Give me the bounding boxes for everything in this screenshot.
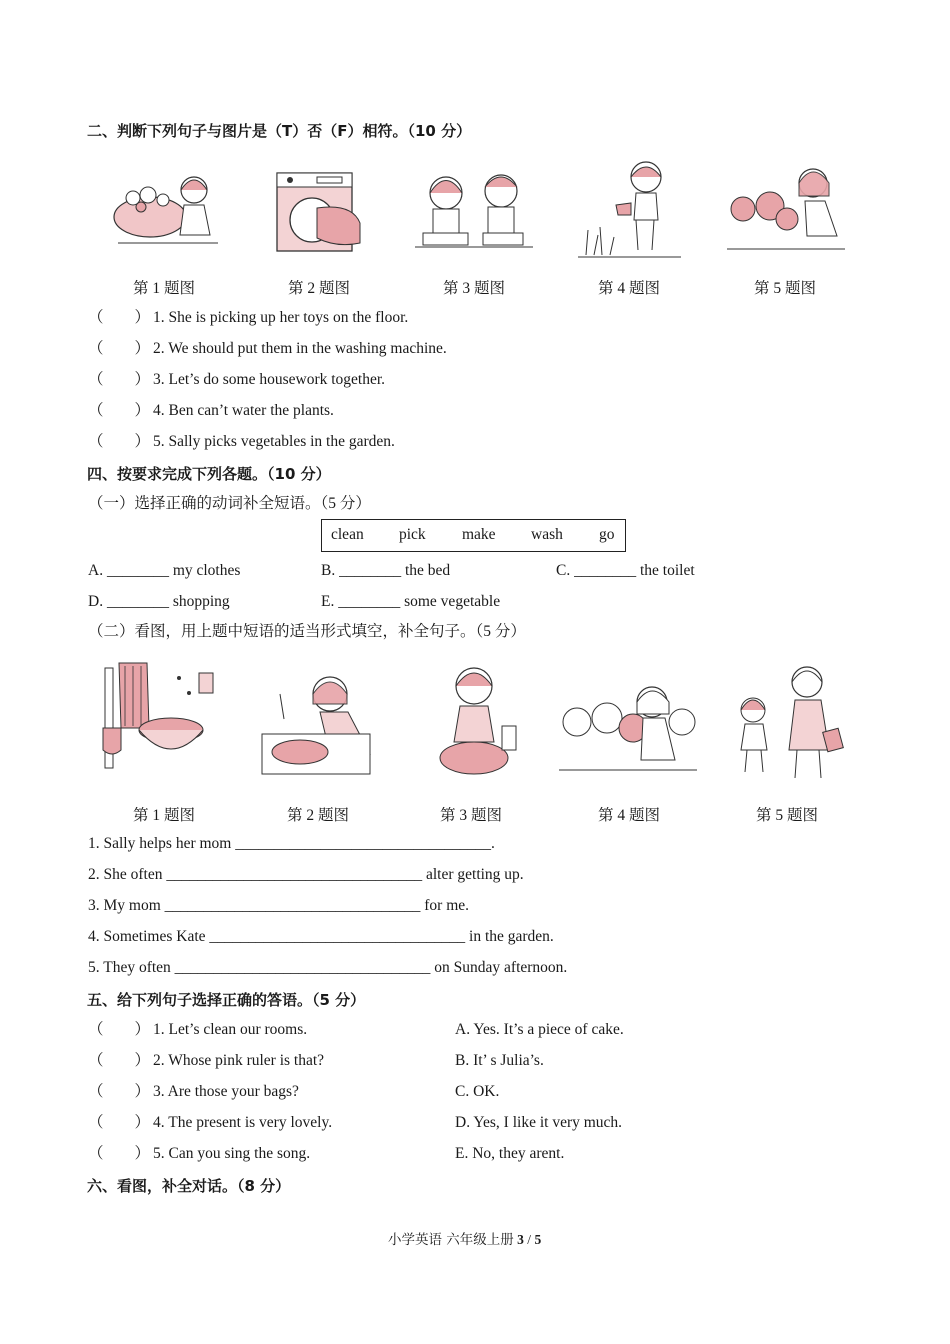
picture-girl-washing-clothes (432, 660, 522, 782)
caption-s2-3: 第 3 题图 (442, 280, 505, 297)
s4-sentence-3[interactable]: 3. My mom _________________________________ for me. (88, 897, 470, 914)
s4-sentence-4[interactable]: 4. Sometimes Kate _________________________________ in the garden. (88, 928, 554, 945)
footer-sep: / (527, 1232, 532, 1247)
answer-paren[interactable]: （ ） (88, 1145, 151, 1162)
phrase-d[interactable]: D. ________ shopping (88, 593, 230, 610)
caption-s2-2: 第 2 题图 (287, 280, 350, 297)
s5-answer-a: A. Yes. It’s a piece of cake. (455, 1021, 624, 1038)
s5-question-2: 2. Whose pink ruler is that? (153, 1052, 325, 1069)
picture-kids-reading (413, 163, 535, 255)
s2-item-4: 4. Ben can’t water the plants. (153, 402, 334, 419)
s5-question-4: 4. The present is very lovely. (153, 1114, 333, 1131)
s5-answer-c: C. OK. (455, 1083, 500, 1100)
answer-paren[interactable]: （ ） (88, 340, 151, 357)
picture-washing-machine (272, 163, 367, 255)
s2-item-5: 5. Sally picks vegetables in the garden. (153, 433, 395, 450)
caption-s4-3: 第 3 题图 (439, 807, 502, 824)
section6-title: 六、看图，补全对话。（8 分） (87, 1177, 291, 1195)
s4-sentence-1[interactable]: 1. Sally helps her mom _________________________________. (88, 835, 495, 852)
word-bank (321, 519, 626, 552)
answer-paren[interactable]: （ ） (88, 1114, 151, 1131)
answer-paren[interactable]: （ ） (88, 1083, 151, 1100)
s5-question-5: 5. Can you sing the song. (153, 1145, 311, 1162)
section5-title: 五、给下列句子选择正确的答语。（5 分） (87, 991, 366, 1009)
answer-paren[interactable]: （ ） (88, 1021, 151, 1038)
s5-answer-e: E. No, they arent. (455, 1145, 565, 1162)
page-footer (388, 1228, 541, 1248)
footer-label: 小学英语 六年级上册 (388, 1232, 514, 1248)
word-bank-item: pick (399, 526, 426, 543)
word-bank-item: clean (331, 526, 364, 543)
caption-s4-1: 第 1 题图 (132, 807, 195, 824)
caption-s2-4: 第 4 题图 (597, 280, 660, 297)
caption-s4-4: 第 4 题图 (597, 807, 660, 824)
s5-answer-b: B. It’ s Julia’s. (455, 1052, 544, 1069)
footer-total: 5 (534, 1232, 542, 1247)
s2-item-3: 3. Let’s do some housework together. (153, 371, 386, 388)
s5-answer-d: D. Yes, I like it very much. (455, 1114, 623, 1131)
picture-girl-toys (108, 165, 223, 247)
section4-part2-title: （二）看图，用上题中短语的适当形式填空，补全句子。（5 分） (88, 623, 526, 640)
caption-s2-1: 第 1 题图 (132, 280, 195, 297)
picture-mom-and-girl-shopping (725, 660, 847, 784)
word-bank-item: wash (531, 526, 563, 543)
answer-paren[interactable]: （ ） (88, 1052, 151, 1069)
section4-part1-title: （一）选择正确的动词补全短语。（5 分） (88, 495, 371, 512)
picture-girl-washing-face (260, 664, 376, 780)
picture-girl-watering (576, 155, 683, 263)
answer-paren[interactable]: （ ） (88, 309, 151, 326)
picture-bathroom (99, 658, 223, 780)
s5-question-3: 3. Are those your bags? (153, 1083, 299, 1100)
footer-page: 3 (517, 1232, 524, 1247)
answer-paren[interactable]: （ ） (88, 433, 151, 450)
s4-sentence-5[interactable]: 5. They often _________________________________ on Sunday afternoon. (88, 959, 568, 976)
phrase-c[interactable]: C. ________ the toilet (556, 562, 695, 579)
s2-item-1: 1. She is picking up her toys on the floor. (153, 309, 409, 326)
section2-title: 二、判断下列句子与图片是（T）否（F）相符。（10 分） (87, 122, 472, 140)
s5-question-1: 1. Let’s clean our rooms. (153, 1021, 308, 1038)
caption-s4-2: 第 2 题图 (286, 807, 349, 824)
picture-girl-garden (725, 161, 847, 256)
picture-girl-picking-vegetables (557, 682, 699, 774)
caption-s4-5: 第 5 题图 (755, 807, 818, 824)
s4-sentence-2[interactable]: 2. She often _________________________________ alter getting up. (88, 866, 524, 883)
s2-item-2: 2. We should put them in the washing machine. (153, 340, 447, 357)
word-bank-item: make (462, 526, 496, 543)
answer-paren[interactable]: （ ） (88, 371, 151, 388)
caption-s2-5: 第 5 题图 (753, 280, 816, 297)
word-bank-item: go (599, 526, 615, 543)
answer-paren[interactable]: （ ） (88, 402, 151, 419)
section4-title: 四、按要求完成下列各题。（10 分） (87, 465, 331, 483)
phrase-b[interactable]: B. ________ the bed (321, 562, 451, 579)
phrase-e[interactable]: E. ________ some vegetable (321, 593, 501, 610)
phrase-a[interactable]: A. ________ my clothes (88, 562, 241, 579)
